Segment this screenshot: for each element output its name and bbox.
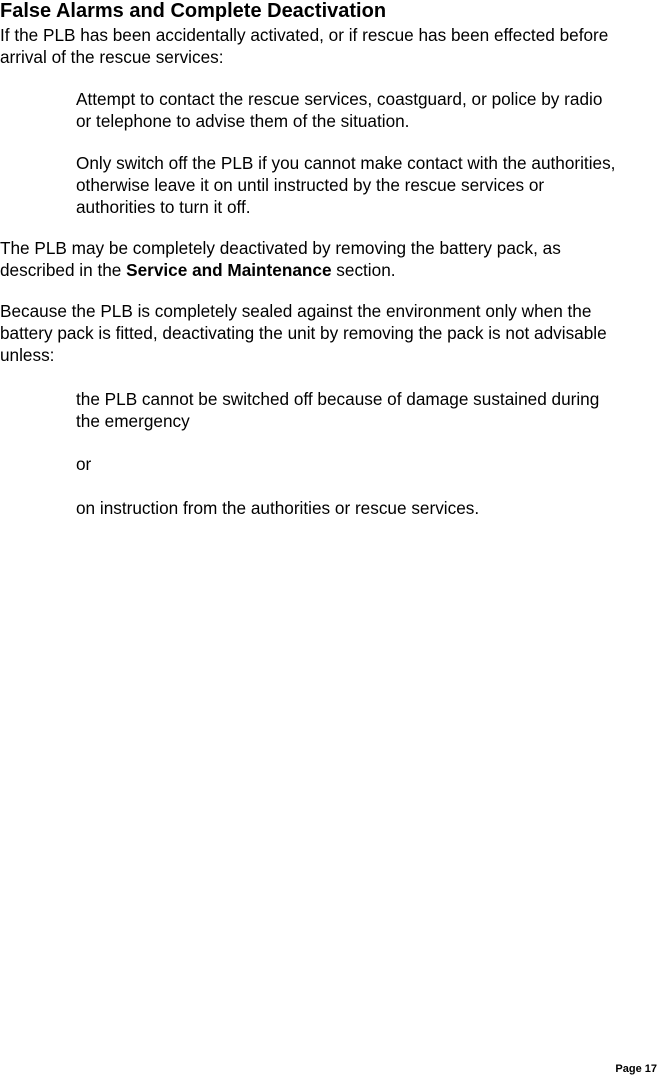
switch-off-instruction: Only switch off the PLB if you cannot make contact with the authorities, otherwise leave it on until instructed by the rescue services or authorities to turn it off. [76, 153, 616, 217]
or-separator: or [76, 454, 92, 474]
sealed-warning-paragraph: Because the PLB is completely sealed against the environment only when the battery pack is fitted, deactivating the unit by removing the pack is not advisable unless: [0, 301, 607, 365]
service-maintenance-reference: Service and Maintenance [126, 260, 332, 280]
deactivation-text-start: The PLB may be completely deactivated by removing the battery pack, as described in the [0, 238, 561, 280]
deactivation-paragraph [0, 237, 625, 281]
section-heading: False Alarms and Complete Deactivation [0, 0, 387, 22]
damage-condition: the PLB cannot be switched off because of damage sustained during the emergency [76, 389, 600, 431]
page-number: Page 17 [615, 1063, 657, 1075]
instruction-condition: on instruction from the authorities or rescue services. [76, 498, 480, 518]
deactivation-text-end: section. [331, 260, 396, 280]
contact-instruction: Attempt to contact the rescue services, coastguard, or police by radio or telephone to advise them of the situation. [76, 89, 603, 131]
intro-paragraph: If the PLB has been accidentally activated, or if rescue has been effected before arrival of the rescue services: [0, 25, 609, 67]
